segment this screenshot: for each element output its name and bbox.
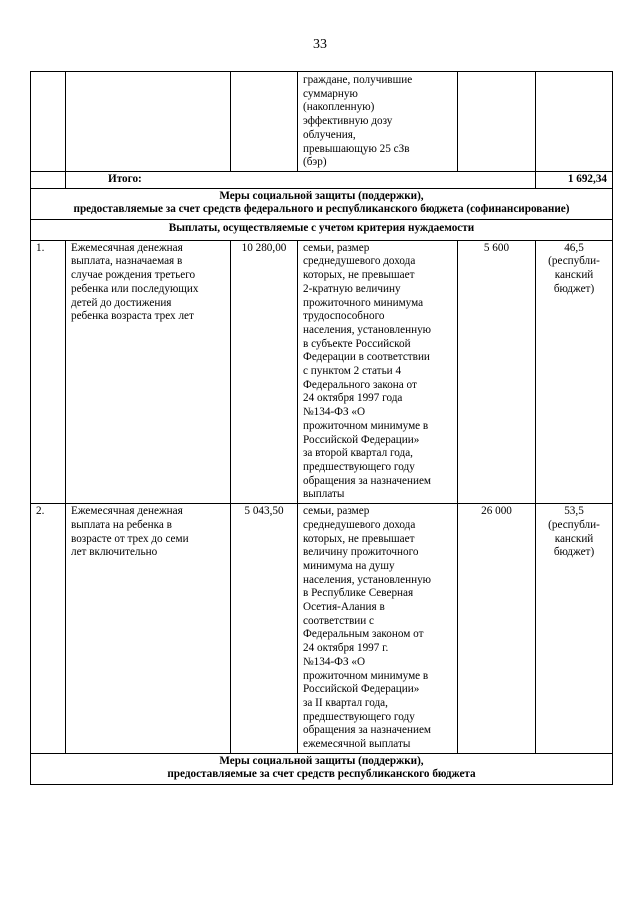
page-number: 33 bbox=[313, 37, 327, 52]
budget-share bbox=[536, 240, 613, 503]
cell-recipients bbox=[458, 72, 536, 172]
budget-line: (республи- bbox=[548, 518, 600, 531]
criteria-line: Российской Федерации» bbox=[303, 683, 420, 696]
eligibility-criteria bbox=[298, 504, 458, 754]
section-republic-title bbox=[31, 753, 613, 784]
name-line: выплата, назначаемая в bbox=[71, 255, 183, 268]
criteria-line: предшествующего году bbox=[303, 460, 415, 473]
row-number: 1. bbox=[31, 240, 66, 503]
name-line: лет включительно bbox=[71, 546, 158, 559]
measure-name bbox=[66, 240, 231, 503]
criteria-line: прожиточного минимума bbox=[303, 296, 424, 309]
measure-name bbox=[66, 504, 231, 754]
criteria-line: эффективную дозу bbox=[303, 115, 393, 128]
criteria-line: среднедушевого дохода bbox=[303, 518, 416, 531]
criteria-line: №134-ФЗ «О bbox=[303, 655, 366, 668]
criteria-line: которых, не превышает bbox=[303, 532, 415, 545]
criteria-line: 24 октября 1997 г. bbox=[303, 642, 389, 655]
section-line: Меры социальной защиты (поддержки), bbox=[219, 754, 424, 767]
criteria-line: суммарную bbox=[303, 87, 358, 100]
cell-budget bbox=[536, 72, 613, 172]
subsection-need-title: Выплаты, осуществляемые с учетом критерия нуждаемости bbox=[31, 220, 613, 241]
table-row bbox=[31, 504, 613, 754]
criteria-line: соответствии с bbox=[303, 614, 374, 627]
name-line: возрасте от трех до семи bbox=[71, 532, 189, 545]
criteria-line: ежемесячной выплаты bbox=[303, 738, 411, 751]
budget-line: 46,5 bbox=[564, 241, 584, 254]
criteria-line: облучения, bbox=[303, 128, 356, 141]
name-line: ребенка или последующих bbox=[71, 282, 199, 295]
budget-line: (республи- bbox=[548, 255, 600, 268]
criteria-line: среднедушевого дохода bbox=[303, 255, 416, 268]
recipients-count: 26 000 bbox=[458, 504, 536, 754]
criteria-line: которых, не превышает bbox=[303, 269, 415, 282]
continuation-row bbox=[31, 72, 613, 172]
name-line: ребенка возраста трех лет bbox=[71, 310, 194, 323]
criteria-line: обращения за назначением bbox=[303, 724, 432, 737]
social-support-table bbox=[30, 71, 613, 785]
criteria-line: семьи, размер bbox=[303, 241, 370, 254]
cell-num bbox=[31, 72, 66, 172]
section-line: Меры социальной защиты (поддержки), bbox=[219, 189, 424, 202]
criteria-line: Федерального закона от bbox=[303, 378, 417, 391]
criteria-line: №134-ФЗ «О bbox=[303, 406, 366, 419]
section-republic-header bbox=[31, 753, 613, 784]
criteria-line: Российской Федерации» bbox=[303, 433, 420, 446]
criteria-line: граждане, получившие bbox=[303, 74, 413, 86]
criteria-line: за второй квартал года, bbox=[303, 447, 413, 460]
budget-line: канский bbox=[554, 532, 594, 545]
criteria-line: Осетия-Алания в bbox=[303, 601, 385, 614]
criteria-line: прожиточном минимуме в bbox=[303, 669, 429, 682]
cell-num bbox=[31, 171, 66, 188]
budget-line: бюджет) bbox=[553, 546, 595, 559]
name-line: выплата на ребенка в bbox=[71, 518, 172, 531]
budget-line: канский bbox=[554, 269, 594, 282]
eligibility-criteria bbox=[298, 240, 458, 503]
criteria-line: минимума на душу bbox=[303, 559, 395, 572]
section-federal-header bbox=[31, 188, 613, 219]
criteria-line: 2-кратную величину bbox=[303, 282, 401, 295]
section-line: предоставляемые за счет средств республиканского бюджета bbox=[167, 768, 476, 781]
criteria-line: населения, установленную bbox=[303, 573, 432, 586]
row-number: 2. bbox=[31, 504, 66, 754]
criteria-line: выплаты bbox=[303, 488, 345, 501]
section-line: предоставляемые за счет средств федерального и республиканского бюджета (софинансирование) bbox=[73, 203, 570, 216]
criteria-line: Федеральным законом от bbox=[303, 628, 424, 641]
criteria-line: трудоспособного bbox=[303, 310, 385, 323]
criteria-line: 24 октября 1997 года bbox=[303, 392, 403, 405]
table-row bbox=[31, 240, 613, 503]
budget-line: бюджет) bbox=[553, 282, 595, 295]
criteria-line: в субъекте Российской bbox=[303, 337, 411, 350]
criteria-line: населения, установленную bbox=[303, 323, 432, 336]
total-row bbox=[31, 171, 613, 188]
criteria-line: величину прожиточного bbox=[303, 546, 419, 559]
payment-amount: 5 043,50 bbox=[231, 504, 298, 754]
name-line: Ежемесячная денежная bbox=[71, 505, 183, 518]
criteria-line: обращения за назначением bbox=[303, 474, 432, 487]
budget-line: 53,5 bbox=[564, 505, 584, 518]
criteria-line: за II квартал года, bbox=[303, 696, 388, 709]
cell-criteria bbox=[298, 72, 458, 172]
criteria-line: превышающую 25 сЗв bbox=[303, 142, 410, 155]
criteria-line: семьи, размер bbox=[303, 505, 370, 518]
name-line: Ежемесячная денежная bbox=[71, 241, 183, 254]
total-amount: 1 692,34 bbox=[536, 171, 613, 188]
total-label: Итого: bbox=[66, 171, 536, 188]
recipients-count: 5 600 bbox=[458, 240, 536, 503]
payment-amount: 10 280,00 bbox=[231, 240, 298, 503]
subsection-need-header bbox=[31, 220, 613, 241]
name-line: случае рождения третьего bbox=[71, 269, 196, 282]
criteria-line: в Республике Северная bbox=[303, 587, 414, 600]
name-line: детей до достижения bbox=[71, 296, 172, 309]
criteria-line: (бэр) bbox=[303, 156, 327, 169]
criteria-line: (накопленную) bbox=[303, 101, 375, 114]
criteria-line: Федерации в соответствии bbox=[303, 351, 430, 364]
cell-amount bbox=[231, 72, 298, 172]
section-federal-title bbox=[31, 188, 613, 219]
cell-name bbox=[66, 72, 231, 172]
budget-share bbox=[536, 504, 613, 754]
criteria-line: прожиточном минимуме в bbox=[303, 419, 429, 432]
criteria-line: предшествующего году bbox=[303, 710, 415, 723]
criteria-line: с пунктом 2 статьи 4 bbox=[303, 365, 402, 378]
